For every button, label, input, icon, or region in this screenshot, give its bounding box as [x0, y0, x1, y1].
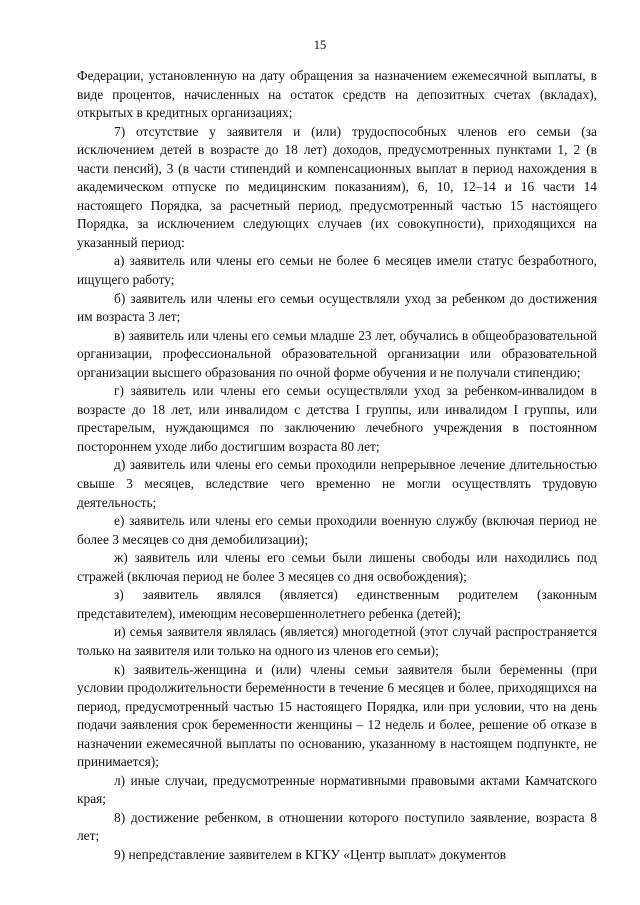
paragraph-subitem-b: б) заявитель или члены его семьи осуществляли уход за ребенком до достижения им возраста 3 лет;: [77, 290, 597, 325]
paragraph-subitem-l: л) иные случаи, предусмотренные нормативными правовыми актами Камчатского края;: [77, 772, 597, 807]
paragraph-item-8: 8) достижение ребенком, в отношении которого поступило заявление, возраста 8 лет;: [77, 809, 597, 844]
paragraph-subitem-e: е) заявитель или члены его семьи проходили военную службу (включая период не более 3 месяцев со дня демобилизации);: [77, 513, 597, 547]
paragraph-subitem-zh: ж) заявитель или члены его семьи были лишены свободы или находились под стражей (включая период не более 3 месяцев со дня освобождения);: [77, 550, 597, 584]
paragraph-subitem-d: д) заявитель или члены его семьи проходили непрерывное лечение длительностью свыше 3 месяцев, вследствие чего временно не могли осуществлять трудовую деятельность;: [77, 457, 597, 510]
paragraph-subitem-v: в) заявитель или члены его семьи младше 23 лет, обучались в общеобразовательной организации, профессиональной образовательной организации или образовательной организации высшего образования по очной форме обучения и не получали стипендию;: [77, 327, 597, 380]
paragraph-continuation: Федерации, установленную на дату обращения за назначением ежемесячной выплаты, в виде процентов, начисленных на остаток средств на депозитных счетах (вкладах), открытых в кредитных организациях;: [77, 68, 597, 121]
page-number: 15: [313, 38, 327, 52]
paragraph-subitem-g: г) заявитель или члены его семьи осуществляли уход за ребенком-инвалидом в возрасте до 18 лет, или инвалидом с детства I группы, или инвалидом I группы, или престарелым, нуждающимся по заключению лечебного учреждения в постоянном постороннем уходе либо достигшим возраста 80 лет;: [77, 383, 597, 454]
document-body: [77, 67, 597, 865]
paragraph-subitem-i: и) семья заявителя являлась (является) многодетной (этот случай распространяется только на заявителя или только на одного из членов его семьи);: [77, 624, 597, 658]
paragraph-item-7: 7) отсутствие у заявителя и (или) трудоспособных членов его семьи (за исключением детей в возрасте до 18 лет) доходов, предусмотренных пунктами 1, 2 (в части пенсий), 3 (в части стипендий и компенсационных выплат в период нахождения в академическом отпуске по медицинским показаниям), 6, 10, 12–14 и 16 части 14 настоящего Порядка, за расчетный период, предусмотренный частью 15 настоящего Порядка, за исключением следующих случаев (их совокупности), приходящихся на указанный период:: [77, 123, 597, 250]
paragraph-subitem-k: к) заявитель-женщина и (или) члены семьи заявителя были беременны (при условии продолжительности беременности в течение 6 месяцев и более, приходящихся на период, предусмотренный частью 15 настоящего Порядка, или при условии, что на день подачи заявления срок беременности женщины – 12 недель и более, решение об отказе в назначении ежемесячной выплаты по основанию, указанному в настоящем подпункте, не принимается);: [77, 661, 597, 770]
paragraph-subitem-a: а) заявитель или члены его семьи не более 6 месяцев имели статус безработного, ищущего работу;: [77, 253, 597, 288]
paragraph-subitem-z: з) заявитель являлся (является) единственным родителем (законным представителем), имеющим несовершеннолетнего ребенка (детей);: [77, 587, 597, 621]
paragraph-item-9: 9) непредставление заявителем в КГКУ «Центр выплат» документов: [114, 846, 507, 862]
